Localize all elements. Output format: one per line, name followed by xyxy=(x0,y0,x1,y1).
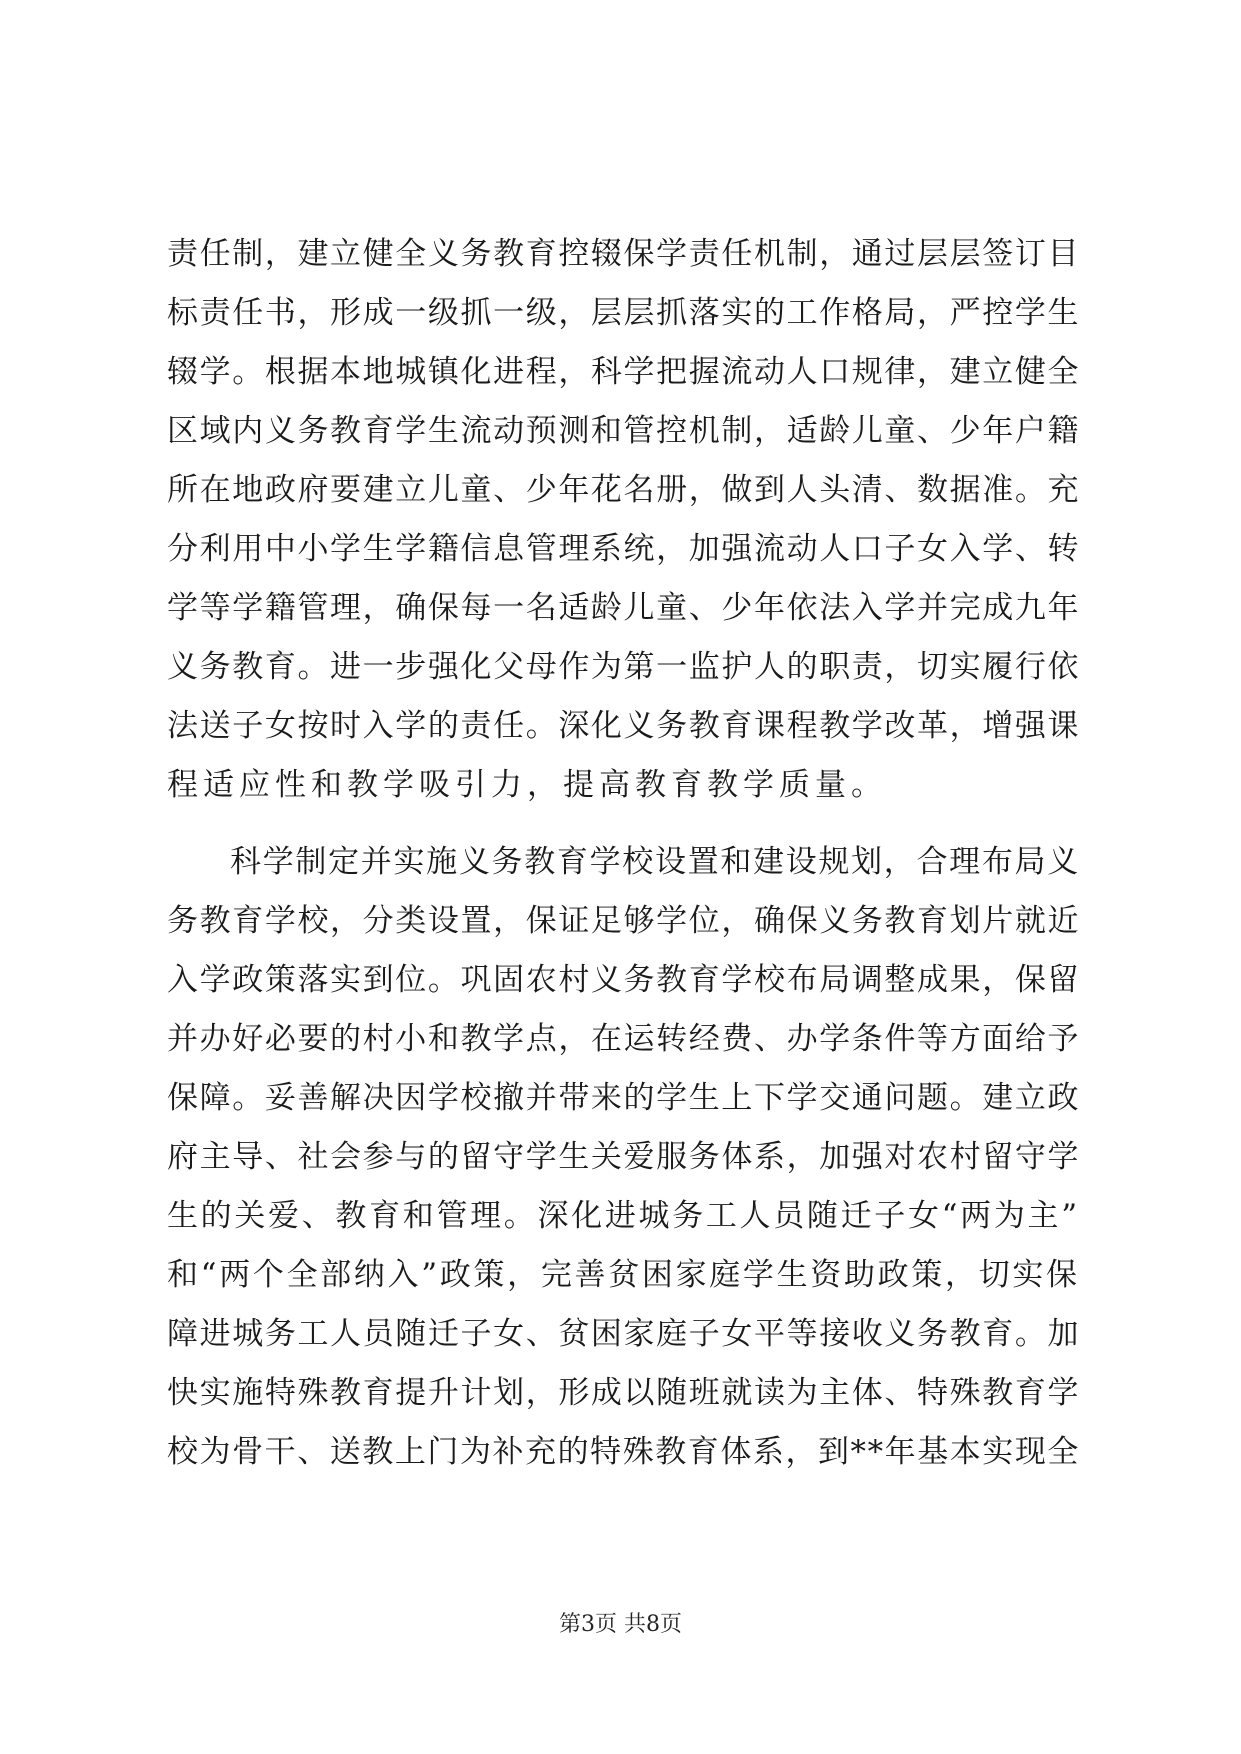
text-line: 府主导、社会参与的留守学生关爱服务体系，加强对农村留守学 xyxy=(167,1139,1081,1175)
text-line: 科学制定并实施义务教育学校设置和建设规划，合理布局义 xyxy=(230,844,1080,880)
text-line: 区域内义务教育学生流动预测和管控机制，适龄儿童、少年户籍 xyxy=(167,413,1081,449)
text-line: 所在地政府要建立儿童、少年花名册，做到人头清、数据准。充 xyxy=(167,472,1081,508)
text-line: 分利用中小学生学籍信息管理系统，加强流动人口子女入学、转 xyxy=(167,531,1081,567)
text-line: 辍学。根据本地城镇化进程，科学把握流动人口规律，建立健全 xyxy=(167,354,1081,390)
text-line: 程适应性和教学吸引力，提高教育教学质量。 xyxy=(167,767,887,803)
text-line: 务教育学校，分类设置，保证足够学位，确保义务教育划片就近 xyxy=(167,903,1081,939)
text-line: 和“两个全部纳入”政策，完善贫困家庭学生资助政策，切实保 xyxy=(167,1257,1080,1293)
text-line: 保障。妥善解决因学校撤并带来的学生上下学交通问题。建立政 xyxy=(167,1080,1081,1116)
text-line: 义务教育。进一步强化父母作为第一监护人的职责，切实履行依 xyxy=(167,649,1081,685)
text-line: 责任制，建立健全义务教育控辍保学责任机制，通过层层签订目 xyxy=(167,236,1081,272)
text-line: 标责任书，形成一级抓一级，层层抓落实的工作格局，严控学生 xyxy=(167,295,1081,331)
page-number-footer: 第3页 共8页 xyxy=(559,1612,682,1637)
text-line: 校为骨干、送教上门为补充的特殊教育体系，到**年基本实现全 xyxy=(167,1434,1080,1470)
text-line: 障进城务工人员随迁子女、贫困家庭子女平等接收义务教育。加 xyxy=(167,1316,1081,1352)
text-line: 并办好必要的村小和教学点，在运转经费、办学条件等方面给予 xyxy=(167,1021,1081,1057)
text-line: 生的关爱、教育和管理。深化进城务工人员随迁子女“两为主” xyxy=(167,1198,1080,1234)
text-line: 入学政策落实到位。巩固农村义务教育学校布局调整成果，保留 xyxy=(167,962,1081,998)
text-line: 法送子女按时入学的责任。深化义务教育课程教学改革，增强课 xyxy=(167,708,1081,744)
text-line: 快实施特殊教育提升计划，形成以随班就读为主体、特殊教育学 xyxy=(167,1375,1081,1411)
text-line: 学等学籍管理，确保每一名适龄儿童、少年依法入学并完成九年 xyxy=(167,590,1081,626)
